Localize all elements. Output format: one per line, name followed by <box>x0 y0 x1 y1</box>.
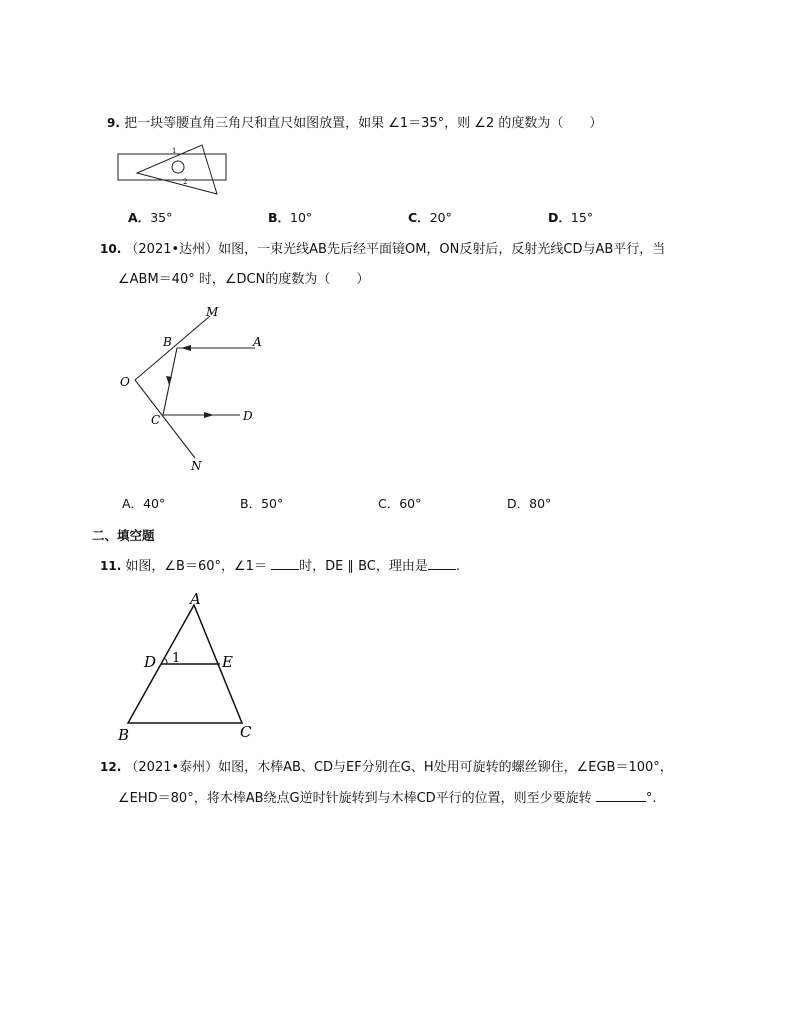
question-text-part1: 如图，∠B＝60°，∠1＝ <box>125 559 267 574</box>
question-text: 把一块等腰直角三角尺和直尺如图放置，如果 ∠1＝35°，则 ∠2 的度数为（ ） <box>124 116 603 131</box>
mirror-on <box>135 380 195 458</box>
q9-option-d[interactable]: D．15° <box>548 210 594 225</box>
label-a: A <box>253 335 262 349</box>
label-d: D <box>243 409 253 423</box>
q9-option-b[interactable]: B．10° <box>268 210 313 225</box>
arrow-ab <box>181 345 191 351</box>
question-10 <box>100 240 665 259</box>
answer-blank-2[interactable] <box>428 557 456 570</box>
question-number: 12. <box>100 760 122 774</box>
question-number: 11. <box>100 559 122 573</box>
figure-triangle-ruler <box>115 140 235 196</box>
question-9 <box>107 114 602 133</box>
question-text-part2: 时，DE ∥ BC，理由是 <box>299 559 428 574</box>
question-10-line2: ∠ABM＝40° 时，∠DCN的度数为（ ） <box>118 272 370 287</box>
answer-blank[interactable] <box>596 789 646 802</box>
answer-blank-1[interactable] <box>271 557 299 570</box>
label-e: E <box>222 653 233 671</box>
label-o: O <box>120 375 130 389</box>
q10-option-a[interactable]: A．40° <box>122 496 166 511</box>
q10-option-c[interactable]: C．60° <box>378 496 422 511</box>
arrow-cd <box>204 412 214 418</box>
q10-option-d[interactable]: D．80° <box>507 496 552 511</box>
question-12 <box>100 758 673 777</box>
label-c: C <box>151 413 161 427</box>
question-text-part3: . <box>455 559 460 574</box>
triangle-shape <box>137 145 217 194</box>
question-11 <box>100 557 460 576</box>
label-c: C <box>240 723 252 741</box>
label-m: M <box>206 305 219 319</box>
q9-option-a[interactable]: A．35° <box>128 210 173 225</box>
angle-2-label: 2 <box>183 178 188 186</box>
question-text-line1: （2021•达州）如图，一束光线AB先后经平面镜OM，ON反射后，反射光线CD与AB平行，当 <box>125 242 666 257</box>
label-b: B <box>163 335 172 349</box>
angle-1-label: 1 <box>172 651 181 666</box>
circle-hole <box>172 161 184 173</box>
question-number: 10. <box>100 242 122 256</box>
question-12-line2 <box>118 789 656 808</box>
label-a: A <box>190 590 201 608</box>
angle-1-label: 1 <box>172 147 177 155</box>
label-d: D <box>144 653 157 671</box>
arrow-bc <box>166 376 172 385</box>
question-text-line2b: °. <box>645 791 657 806</box>
q9-option-c[interactable]: C．20° <box>408 210 452 225</box>
question-text-line2a: ∠EHD＝80°，将木棒AB绕点G逆时针旋转到与木棒CD平行的位置，则至少要旋转 <box>118 791 592 806</box>
section-heading: 二、填空题 <box>92 528 155 543</box>
figure-triangle-abc <box>112 585 262 750</box>
q10-option-b[interactable]: B．50° <box>240 496 284 511</box>
question-number: 9. <box>107 116 120 130</box>
label-b: B <box>118 726 130 744</box>
label-n: N <box>191 459 202 473</box>
question-text-line1: （2021•泰州）如图，木棒AB、CD与EF分别在G、H处用可旋转的螺丝铆住，∠EGB＝100°， <box>125 760 673 775</box>
figure-mirror-reflection <box>115 300 275 480</box>
